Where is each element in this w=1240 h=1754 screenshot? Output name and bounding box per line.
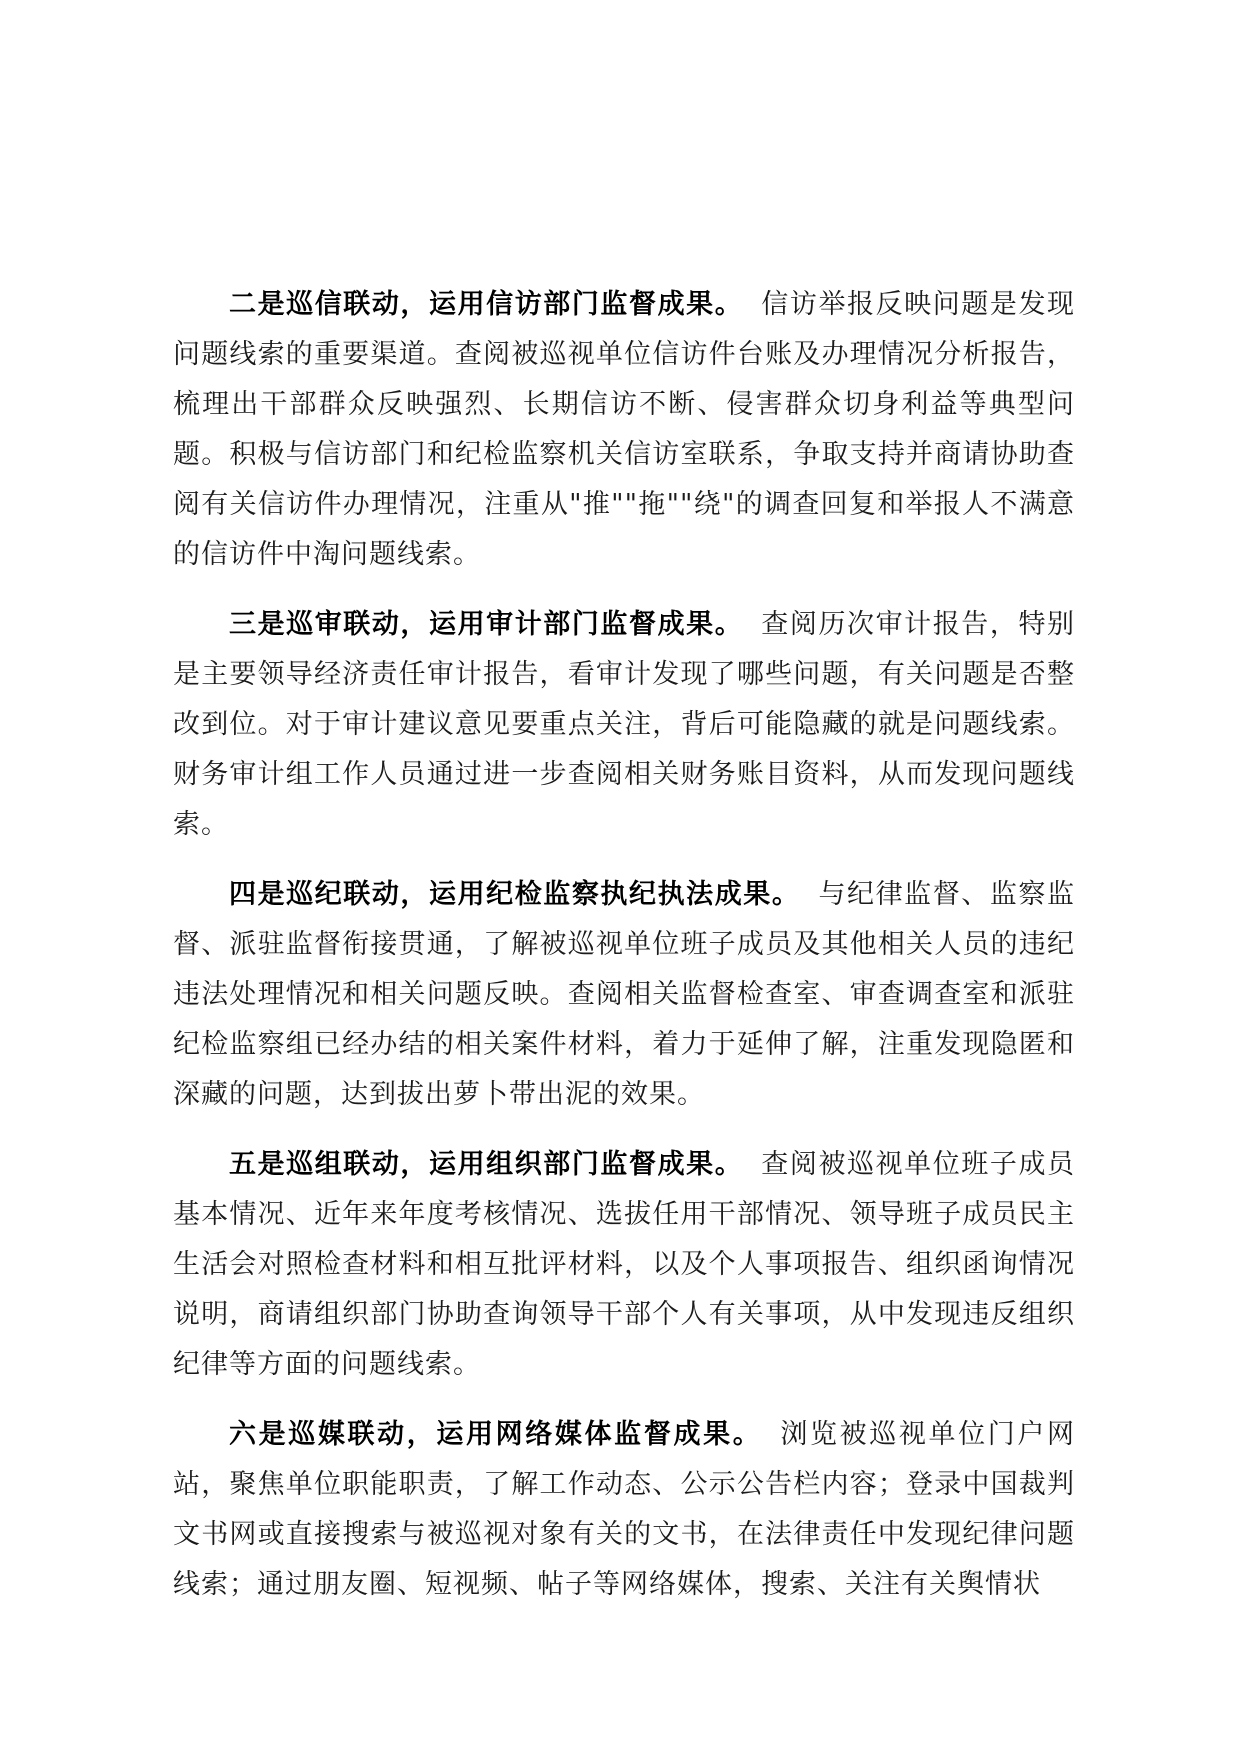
paragraph-heading: 四是巡纪联动，运用纪检监察执纪执法成果。 xyxy=(229,879,801,910)
paragraph-heading: 六是巡媒联动，运用网络媒体监督成果。 xyxy=(229,1419,763,1450)
document-body xyxy=(173,280,1075,1630)
paragraph-heading: 二是巡信联动，运用信访部门监督成果。 xyxy=(229,289,744,320)
paragraph-xunmei xyxy=(173,1410,1075,1610)
paragraph-xunshen xyxy=(173,600,1075,850)
paragraph-heading: 三是巡审联动，运用审计部门监督成果。 xyxy=(229,609,744,640)
paragraph-text: 信访举报反映问题是发现问题线索的重要渠道。查阅被巡视单位信访件台账及办理情况分析报告，梳理出干部群众反映强烈、长期信访不断、侵害群众切身利益等典型问题。积极与信访部门和纪检监察机关信访室联系，争取支持并商请协助查阅有关信访件办理情况，注重从"推""拖""绕"的调查回复和举报人不满意的信访件中淘问题线索。 xyxy=(173,289,1076,570)
paragraph-heading: 五是巡组联动，运用组织部门监督成果。 xyxy=(229,1149,744,1180)
paragraph-text: 浏览被巡视单位门户网站，聚焦单位职能职责，了解工作动态、公示公告栏内容；登录中国裁判文书网或直接搜索与被巡视对象有关的文书，在法律责任中发现纪律问题线索；通过朋友圈、短视频、帖子等网络媒体，搜索、关注有关舆情状 xyxy=(173,1419,1076,1600)
paragraph-xunxin xyxy=(173,280,1075,580)
paragraph-text: 与纪律监督、监察监督、派驻监督衔接贯通，了解被巡视单位班子成员及其他相关人员的违纪违法处理情况和相关问题反映。查阅相关监督检查室、审查调查室和派驻纪检监察组已经办结的相关案件材料，着力于延伸了解，注重发现隐匿和深藏的问题，达到拔出萝卜带出泥的效果。 xyxy=(173,879,1076,1110)
paragraph-text: 查阅历次审计报告，特别是主要领导经济责任审计报告，看审计发现了哪些问题，有关问题是否整改到位。对于审计建议意见要重点关注，背后可能隐藏的就是问题线索。财务审计组工作人员通过进一步查阅相关财务账目资料，从而发现问题线索。 xyxy=(173,609,1076,840)
paragraph-text: 查阅被巡视单位班子成员基本情况、近年来年度考核情况、选拔任用干部情况、领导班子成员民主生活会对照检查材料和相互批评材料，以及个人事项报告、组织函询情况说明，商请组织部门协助查询领导干部个人有关事项，从中发现违反组织纪律等方面的问题线索。 xyxy=(173,1149,1076,1380)
paragraph-xunzu xyxy=(173,1140,1075,1390)
paragraph-xunji xyxy=(173,870,1075,1120)
